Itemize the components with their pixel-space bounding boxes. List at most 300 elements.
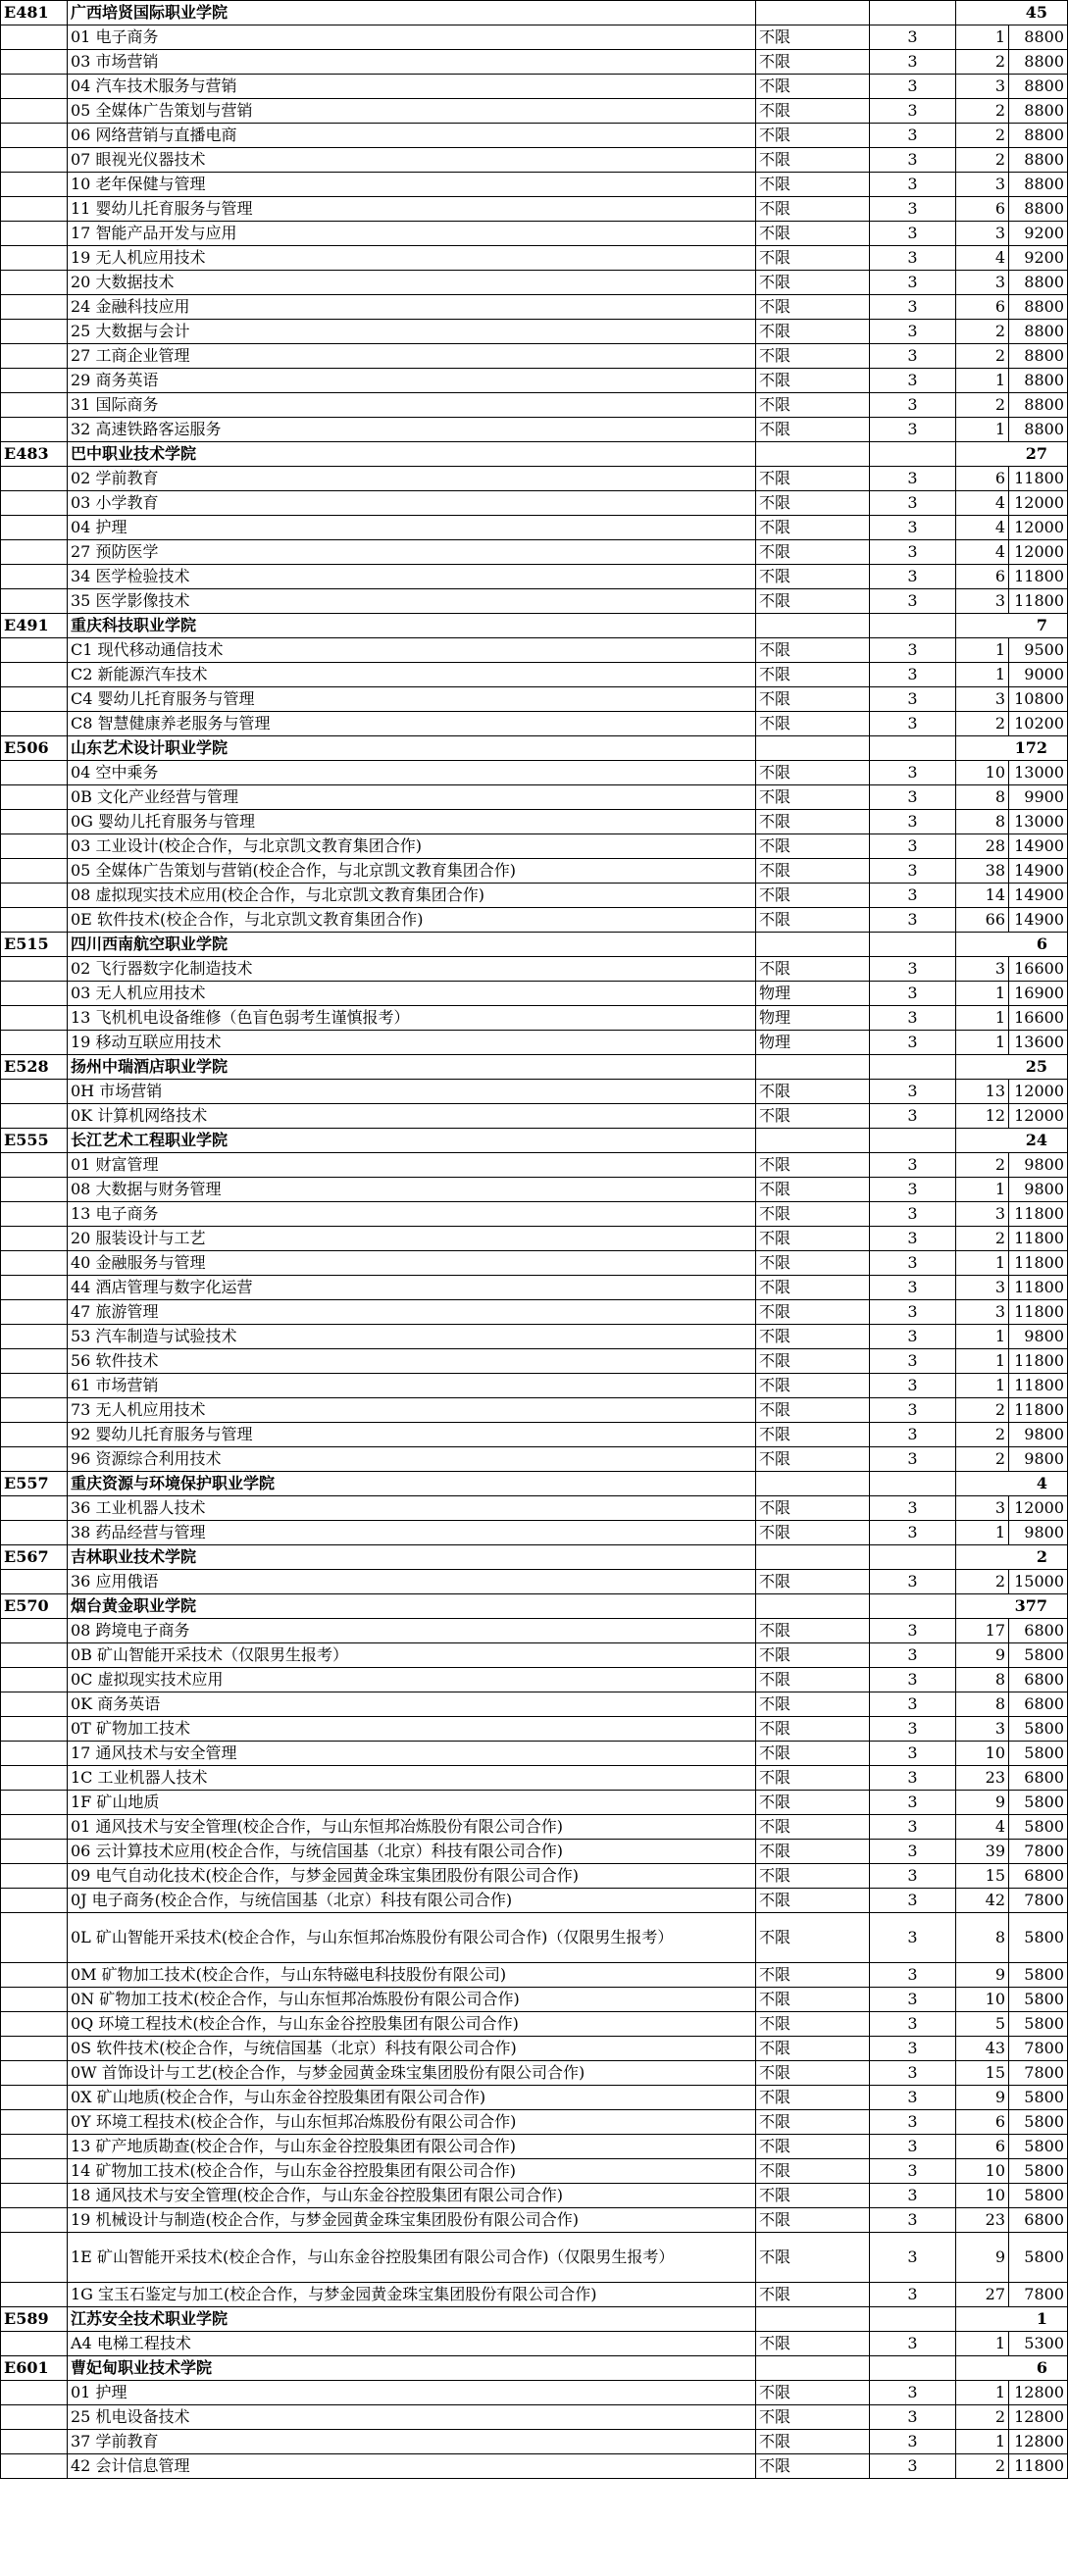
major-code-cell	[1, 295, 68, 320]
major-name: 0X 矿山地质(校企合作，与山东金谷控股集团有限公司合作)	[68, 2086, 756, 2110]
major-code-cell	[1, 467, 68, 491]
subject-requirement: 不限	[756, 1447, 870, 1472]
plan-count: 4	[956, 540, 1009, 565]
plan-count: 8	[956, 1692, 1009, 1717]
major-name: 04 空中乘务	[68, 761, 756, 785]
study-years: 3	[870, 1766, 956, 1791]
major-name: 20 服装设计与工艺	[68, 1227, 756, 1251]
tuition-fee: 9800	[1009, 1153, 1068, 1178]
study-years: 3	[870, 1227, 956, 1251]
major-row	[1, 246, 1068, 271]
tuition-fee: 8800	[1009, 75, 1068, 99]
major-row	[1, 344, 1068, 369]
major-code-cell	[1, 2233, 68, 2283]
tuition-fee: 12000	[1009, 1496, 1068, 1521]
tuition-fee: 12800	[1009, 2430, 1068, 2454]
school-total-plan: 27	[956, 442, 1068, 467]
plan-count: 6	[956, 295, 1009, 320]
tuition-fee: 5800	[1009, 1815, 1068, 1840]
plan-count: 1	[956, 1325, 1009, 1349]
study-years: 3	[870, 491, 956, 516]
tuition-fee: 14900	[1009, 834, 1068, 859]
school-name: 巴中职业技术学院	[68, 442, 756, 467]
study-years: 3	[870, 320, 956, 344]
major-name: 0S 软件技术(校企合作，与统信国基（北京）科技有限公司合作)	[68, 2037, 756, 2061]
school-code: E601	[1, 2356, 68, 2381]
tuition-fee: 11800	[1009, 1202, 1068, 1227]
tuition-fee: 9200	[1009, 246, 1068, 271]
major-row	[1, 25, 1068, 50]
plan-count: 1	[956, 1006, 1009, 1031]
subject-requirement: 不限	[756, 2184, 870, 2208]
study-years: 3	[870, 1251, 956, 1276]
study-years: 3	[870, 1742, 956, 1766]
major-row	[1, 75, 1068, 99]
subject-requirement: 不限	[756, 1963, 870, 1988]
subject-requirement: 不限	[756, 246, 870, 271]
tuition-fee: 8800	[1009, 320, 1068, 344]
study-years: 3	[870, 1889, 956, 1913]
tuition-fee: 8800	[1009, 25, 1068, 50]
plan-count: 2	[956, 393, 1009, 418]
tuition-fee: 11800	[1009, 1227, 1068, 1251]
major-row	[1, 1619, 1068, 1643]
tuition-fee: 5800	[1009, 2233, 1068, 2283]
plan-count: 39	[956, 1840, 1009, 1864]
subject-requirement: 不限	[756, 834, 870, 859]
school-row	[1, 614, 1068, 638]
major-name: 08 虚拟现实技术应用(校企合作，与北京凯文教育集团合作)	[68, 884, 756, 908]
major-row	[1, 1889, 1068, 1913]
subject-requirement: 不限	[756, 1619, 870, 1643]
study-years: 3	[870, 1570, 956, 1594]
major-row	[1, 1496, 1068, 1521]
major-name: 34 医学检验技术	[68, 565, 756, 589]
subject-requirement: 不限	[756, 418, 870, 442]
tuition-fee: 11800	[1009, 467, 1068, 491]
subject-requirement: 不限	[756, 1766, 870, 1791]
major-name: 24 金融科技应用	[68, 295, 756, 320]
plan-count: 6	[956, 565, 1009, 589]
subject-requirement: 不限	[756, 1251, 870, 1276]
major-code-cell	[1, 1153, 68, 1178]
subject-requirement: 不限	[756, 589, 870, 614]
school-row	[1, 442, 1068, 467]
school-code: E557	[1, 1472, 68, 1496]
study-years: 3	[870, 2110, 956, 2135]
tuition-fee: 13600	[1009, 1031, 1068, 1055]
tuition-fee: 7800	[1009, 2061, 1068, 2086]
major-row	[1, 1791, 1068, 1815]
major-name: 14 矿物加工技术(校企合作，与山东金谷控股集团有限公司合作)	[68, 2159, 756, 2184]
major-code-cell	[1, 2332, 68, 2356]
tuition-fee: 5800	[1009, 1742, 1068, 1766]
plan-count: 6	[956, 467, 1009, 491]
major-code-cell	[1, 2037, 68, 2061]
major-row	[1, 1153, 1068, 1178]
major-row	[1, 540, 1068, 565]
subject-requirement: 不限	[756, 1889, 870, 1913]
major-code-cell	[1, 982, 68, 1006]
major-name: 40 金融服务与管理	[68, 1251, 756, 1276]
plan-count: 4	[956, 491, 1009, 516]
study-years: 3	[870, 222, 956, 246]
tuition-fee: 11800	[1009, 1349, 1068, 1374]
subject-requirement: 不限	[756, 1153, 870, 1178]
study-years: 3	[870, 1104, 956, 1129]
plan-count: 9	[956, 1791, 1009, 1815]
school-subject-cell	[756, 614, 870, 638]
major-code-cell	[1, 834, 68, 859]
school-name: 吉林职业技术学院	[68, 1545, 756, 1570]
major-code-cell	[1, 2208, 68, 2233]
school-row	[1, 736, 1068, 761]
school-subject-cell	[756, 1, 870, 25]
major-code-cell	[1, 2184, 68, 2208]
major-code-cell	[1, 810, 68, 834]
major-name: 0H 市场营销	[68, 1080, 756, 1104]
school-total-plan: 24	[956, 1129, 1068, 1153]
plan-count: 2	[956, 2405, 1009, 2430]
major-row	[1, 687, 1068, 712]
study-years: 3	[870, 834, 956, 859]
major-code-cell	[1, 1398, 68, 1423]
study-years: 3	[870, 1006, 956, 1031]
major-code-cell	[1, 884, 68, 908]
tuition-fee: 5800	[1009, 1643, 1068, 1668]
major-name: 04 汽车技术服务与营销	[68, 75, 756, 99]
study-years: 3	[870, 2037, 956, 2061]
plan-count: 1	[956, 1521, 1009, 1545]
plan-count: 2	[956, 1423, 1009, 1447]
major-row	[1, 1840, 1068, 1864]
major-row	[1, 1349, 1068, 1374]
plan-count: 2	[956, 320, 1009, 344]
school-total-plan: 377	[956, 1594, 1068, 1619]
plan-count: 23	[956, 1766, 1009, 1791]
school-code: E589	[1, 2307, 68, 2332]
plan-count: 10	[956, 761, 1009, 785]
study-years: 3	[870, 2159, 956, 2184]
school-code: E481	[1, 1, 68, 25]
plan-count: 1	[956, 369, 1009, 393]
school-row	[1, 1545, 1068, 1570]
major-name: 13 电子商务	[68, 1202, 756, 1227]
subject-requirement: 不限	[756, 761, 870, 785]
study-years: 3	[870, 2454, 956, 2479]
study-years: 3	[870, 418, 956, 442]
major-row	[1, 2332, 1068, 2356]
tuition-fee: 9800	[1009, 1423, 1068, 1447]
major-row	[1, 197, 1068, 222]
subject-requirement: 不限	[756, 491, 870, 516]
major-row	[1, 1913, 1068, 1963]
school-years-cell	[870, 614, 956, 638]
tuition-fee: 5300	[1009, 2332, 1068, 2356]
school-code: E528	[1, 1055, 68, 1080]
school-years-cell	[870, 1, 956, 25]
major-name: 53 汽车制造与试验技术	[68, 1325, 756, 1349]
study-years: 3	[870, 1153, 956, 1178]
study-years: 3	[870, 1864, 956, 1889]
school-total-plan: 6	[956, 2356, 1068, 2381]
major-name: C2 新能源汽车技术	[68, 663, 756, 687]
subject-requirement: 不限	[756, 1325, 870, 1349]
study-years: 3	[870, 1031, 956, 1055]
major-row	[1, 810, 1068, 834]
major-code-cell	[1, 1251, 68, 1276]
major-code-cell	[1, 148, 68, 173]
subject-requirement: 不限	[756, 1398, 870, 1423]
tuition-fee: 12000	[1009, 1104, 1068, 1129]
study-years: 3	[870, 810, 956, 834]
major-name: 1G 宝玉石鉴定与加工(校企合作，与梦金园黄金珠宝集团股份有限公司合作)	[68, 2283, 756, 2307]
major-code-cell	[1, 2381, 68, 2405]
study-years: 3	[870, 2061, 956, 2086]
study-years: 3	[870, 1276, 956, 1300]
major-row	[1, 2283, 1068, 2307]
study-years: 3	[870, 1692, 956, 1717]
major-row	[1, 369, 1068, 393]
major-code-cell	[1, 638, 68, 663]
major-code-cell	[1, 1963, 68, 1988]
major-name: 31 国际商务	[68, 393, 756, 418]
study-years: 3	[870, 1349, 956, 1374]
plan-count: 23	[956, 2208, 1009, 2233]
major-row	[1, 663, 1068, 687]
major-name: 0K 计算机网络技术	[68, 1104, 756, 1129]
school-years-cell	[870, 1055, 956, 1080]
tuition-fee: 10200	[1009, 712, 1068, 736]
major-name: 0W 首饰设计与工艺(校企合作，与梦金园黄金珠宝集团股份有限公司合作)	[68, 2061, 756, 2086]
school-total-plan: 1	[956, 2307, 1068, 2332]
major-code-cell	[1, 418, 68, 442]
major-code-cell	[1, 565, 68, 589]
plan-count: 10	[956, 1988, 1009, 2012]
tuition-fee: 5800	[1009, 1717, 1068, 1742]
study-years: 3	[870, 2233, 956, 2283]
study-years: 3	[870, 1643, 956, 1668]
major-row	[1, 1031, 1068, 1055]
major-code-cell	[1, 1447, 68, 1472]
subject-requirement: 不限	[756, 369, 870, 393]
tuition-fee: 8800	[1009, 271, 1068, 295]
tuition-fee: 5800	[1009, 2012, 1068, 2037]
subject-requirement: 不限	[756, 540, 870, 565]
tuition-fee: 5800	[1009, 1988, 1068, 2012]
subject-requirement: 不限	[756, 638, 870, 663]
tuition-fee: 8800	[1009, 393, 1068, 418]
tuition-fee: 13000	[1009, 810, 1068, 834]
major-row	[1, 957, 1068, 982]
school-row	[1, 1, 1068, 25]
plan-count: 3	[956, 589, 1009, 614]
major-code-cell	[1, 1276, 68, 1300]
study-years: 3	[870, 638, 956, 663]
subject-requirement: 不限	[756, 859, 870, 884]
subject-requirement: 不限	[756, 1276, 870, 1300]
major-code-cell	[1, 1791, 68, 1815]
subject-requirement: 不限	[756, 393, 870, 418]
major-name: 13 矿产地质勘查(校企合作，与山东金谷控股集团有限公司合作)	[68, 2135, 756, 2159]
tuition-fee: 11800	[1009, 2454, 1068, 2479]
school-row	[1, 1055, 1068, 1080]
major-code-cell	[1, 1521, 68, 1545]
subject-requirement: 不限	[756, 344, 870, 369]
plan-count: 8	[956, 1913, 1009, 1963]
major-code-cell	[1, 589, 68, 614]
major-code-cell	[1, 1570, 68, 1594]
major-code-cell	[1, 1913, 68, 1963]
plan-count: 1	[956, 2332, 1009, 2356]
major-row	[1, 1423, 1068, 1447]
school-years-cell	[870, 2356, 956, 2381]
study-years: 3	[870, 1963, 956, 1988]
study-years: 3	[870, 99, 956, 124]
tuition-fee: 9900	[1009, 785, 1068, 810]
school-subject-cell	[756, 2307, 870, 2332]
subject-requirement: 不限	[756, 295, 870, 320]
subject-requirement: 不限	[756, 320, 870, 344]
major-row	[1, 1374, 1068, 1398]
plan-count: 3	[956, 1717, 1009, 1742]
plan-count: 43	[956, 2037, 1009, 2061]
school-code: E570	[1, 1594, 68, 1619]
school-years-cell	[870, 933, 956, 957]
major-row	[1, 884, 1068, 908]
tuition-fee: 11800	[1009, 1251, 1068, 1276]
school-row	[1, 1472, 1068, 1496]
subject-requirement: 不限	[756, 565, 870, 589]
major-row	[1, 1963, 1068, 1988]
plan-count: 2	[956, 1570, 1009, 1594]
major-row	[1, 148, 1068, 173]
study-years: 3	[870, 344, 956, 369]
plan-count: 1	[956, 1178, 1009, 1202]
subject-requirement: 不限	[756, 1840, 870, 1864]
major-name: 0Y 环境工程技术(校企合作，与山东恒邦冶炼股份有限公司合作)	[68, 2110, 756, 2135]
study-years: 3	[870, 467, 956, 491]
major-row	[1, 1988, 1068, 2012]
subject-requirement: 不限	[756, 2405, 870, 2430]
school-subject-cell	[756, 442, 870, 467]
major-name: 18 通风技术与安全管理(校企合作，与山东金谷控股集团有限公司合作)	[68, 2184, 756, 2208]
plan-count: 1	[956, 2381, 1009, 2405]
major-code-cell	[1, 1766, 68, 1791]
tuition-fee: 7800	[1009, 2037, 1068, 2061]
school-years-cell	[870, 1472, 956, 1496]
subject-requirement: 不限	[756, 1913, 870, 1963]
study-years: 3	[870, 884, 956, 908]
subject-requirement: 不限	[756, 1178, 870, 1202]
major-name: 02 学前教育	[68, 467, 756, 491]
school-code: E515	[1, 933, 68, 957]
plan-count: 17	[956, 1619, 1009, 1643]
study-years: 3	[870, 712, 956, 736]
plan-count: 1	[956, 1251, 1009, 1276]
major-code-cell	[1, 908, 68, 933]
plan-count: 3	[956, 1496, 1009, 1521]
tuition-fee: 8800	[1009, 418, 1068, 442]
major-code-cell	[1, 75, 68, 99]
major-row	[1, 1521, 1068, 1545]
major-code-cell	[1, 2110, 68, 2135]
major-row	[1, 2208, 1068, 2233]
major-name: 0M 矿物加工技术(校企合作，与山东特磁电科技股份有限公司)	[68, 1963, 756, 1988]
major-name: C4 婴幼儿托育服务与管理	[68, 687, 756, 712]
major-name: 01 财富管理	[68, 1153, 756, 1178]
major-row	[1, 834, 1068, 859]
major-row	[1, 50, 1068, 75]
major-name: 20 大数据技术	[68, 271, 756, 295]
major-code-cell	[1, 2135, 68, 2159]
subject-requirement: 不限	[756, 124, 870, 148]
study-years: 3	[870, 393, 956, 418]
subject-requirement: 不限	[756, 1202, 870, 1227]
tuition-fee: 7800	[1009, 1840, 1068, 1864]
tuition-fee: 8800	[1009, 295, 1068, 320]
subject-requirement: 不限	[756, 810, 870, 834]
plan-count: 4	[956, 1815, 1009, 1840]
plan-count: 4	[956, 246, 1009, 271]
plan-count: 2	[956, 148, 1009, 173]
major-code-cell	[1, 173, 68, 197]
major-code-cell	[1, 2086, 68, 2110]
tuition-fee: 8800	[1009, 148, 1068, 173]
tuition-fee: 5800	[1009, 1913, 1068, 1963]
major-row	[1, 2184, 1068, 2208]
plan-count: 15	[956, 2061, 1009, 2086]
major-name: 1C 工业机器人技术	[68, 1766, 756, 1791]
study-years: 3	[870, 2283, 956, 2307]
tuition-fee: 9500	[1009, 638, 1068, 663]
plan-count: 2	[956, 1447, 1009, 1472]
major-row	[1, 393, 1068, 418]
major-code-cell	[1, 124, 68, 148]
school-total-plan: 172	[956, 736, 1068, 761]
tuition-fee: 5800	[1009, 1963, 1068, 1988]
tuition-fee: 10800	[1009, 687, 1068, 712]
school-subject-cell	[756, 1594, 870, 1619]
major-name: 09 电气自动化技术(校企合作，与梦金园黄金珠宝集团股份有限公司合作)	[68, 1864, 756, 1889]
major-code-cell	[1, 2159, 68, 2184]
study-years: 3	[870, 1423, 956, 1447]
school-subject-cell	[756, 2356, 870, 2381]
school-code: E483	[1, 442, 68, 467]
major-name: 37 学前教育	[68, 2430, 756, 2454]
major-code-cell	[1, 687, 68, 712]
plan-count: 5	[956, 2012, 1009, 2037]
plan-count: 42	[956, 1889, 1009, 1913]
study-years: 3	[870, 295, 956, 320]
plan-count: 2	[956, 1153, 1009, 1178]
major-name: 02 飞行器数字化制造技术	[68, 957, 756, 982]
major-code-cell	[1, 2430, 68, 2454]
major-row	[1, 1006, 1068, 1031]
major-code-cell	[1, 1864, 68, 1889]
major-row	[1, 1276, 1068, 1300]
plan-count: 27	[956, 2283, 1009, 2307]
major-row	[1, 1815, 1068, 1840]
major-row	[1, 320, 1068, 344]
tuition-fee: 12800	[1009, 2381, 1068, 2405]
major-name: 36 工业机器人技术	[68, 1496, 756, 1521]
major-code-cell	[1, 761, 68, 785]
subject-requirement: 不限	[756, 2283, 870, 2307]
school-row	[1, 933, 1068, 957]
major-code-cell	[1, 369, 68, 393]
major-name: 17 通风技术与安全管理	[68, 1742, 756, 1766]
